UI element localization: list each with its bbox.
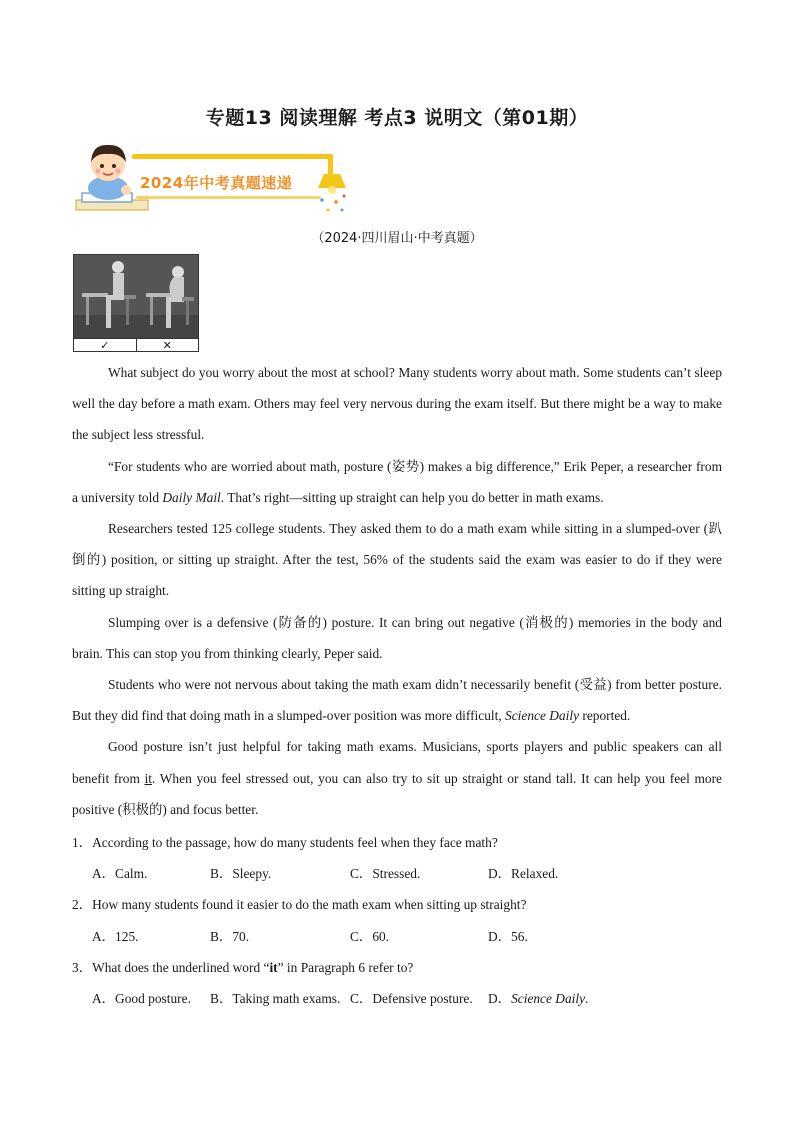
photo-caption (74, 338, 198, 352)
source-science-daily: Science Daily (505, 708, 580, 724)
option-d[interactable]: D．Science Daily. (488, 991, 589, 1007)
bold-word-it: it (269, 959, 278, 975)
page-title: 专题13 阅读理解 考点3 说明文（第01期） (205, 107, 589, 129)
lamp-icon (314, 170, 354, 216)
banner-underline (136, 196, 321, 199)
paragraph-4: Slumping over is a defensive (防备的) posture. It can bring out negative (消极的) memories in the body and brain. This can stop you from thinking clearly, Peper said. (72, 614, 722, 661)
cross-mark: ✕ (162, 339, 172, 352)
banner-bar (132, 154, 332, 159)
question-2-options (92, 921, 722, 952)
reading-passage (72, 357, 722, 825)
check-mark: ✓ (74, 339, 137, 352)
section-banner (72, 138, 362, 220)
option-b[interactable]: B．Taking math exams. (210, 991, 341, 1007)
option-a[interactable]: A．Calm. (92, 866, 148, 882)
source-label: （2024·四川眉山·中考真题） (311, 231, 483, 246)
option-a[interactable]: A．Good posture. (92, 991, 191, 1007)
question-list (72, 827, 722, 1014)
source-daily-mail: Daily Mail (162, 489, 221, 505)
option-a[interactable]: A．125. (92, 928, 139, 944)
option-c[interactable]: C．Defensive posture. (350, 991, 473, 1007)
question-3: 3．What does the underlined word “it” in Paragraph 6 refer to? (72, 959, 414, 975)
option-d[interactable]: D．Relaxed. (488, 866, 559, 882)
option-b[interactable]: B．Sleepy. (210, 866, 272, 882)
option-b[interactable]: B．70. (210, 928, 250, 944)
question-2: 2．How many students found it easier to do the math exam when sitting up straight? (72, 897, 527, 913)
paragraph-6: Good posture isn’t just helpful for taking math exams. Musicians, sports players and public speakers can all benefit from it. When you feel stressed out, you can also try to sit up straight or stand tall. It can help you feel more positive (积极的) and focus better. (72, 739, 723, 817)
underlined-word: it (144, 770, 153, 786)
option-c[interactable]: C．60. (350, 928, 390, 944)
banner-text: 2024年中考真题速递 (140, 174, 293, 192)
option-c[interactable]: C．Stressed. (350, 866, 421, 882)
posture-photo (73, 254, 199, 352)
posture-illustration (74, 255, 198, 338)
option-d[interactable]: D．56. (488, 928, 528, 944)
paragraph-2: “For students who are worried about math, posture (姿势) makes a big difference,” Erik Peper, a researcher from a university told Daily Mail. That’s right—sitting up straight can help you do better in math exams. (72, 458, 722, 505)
question-3-options (92, 983, 722, 1014)
question-1-options (92, 858, 722, 889)
posture-image (74, 255, 198, 338)
paragraph-5: Students who were not nervous about taking the math exam didn’t necessarily benefit (受益) from better posture. But they did find that doing math in a slumped-over position was more difficult, Science Daily reported. (72, 677, 722, 724)
question-1: 1．According to the passage, how do many students feel when they face math? (72, 835, 498, 850)
paragraph-1: What subject do you worry about the most at school? Many students worry about math. Some students can’t sleep well the day before a math exam. Others may feel very nervous during the exam itself. But there might be a way to make the subject less stressful. (72, 365, 722, 443)
paragraph-3: Researchers tested 125 college students. They asked them to do a math exam while sitting in a slumped-over (趴倒的) position, or sitting up straight. After the test, 56% of the students said the exam was easier to do if they were sitting up straight. (72, 521, 722, 599)
